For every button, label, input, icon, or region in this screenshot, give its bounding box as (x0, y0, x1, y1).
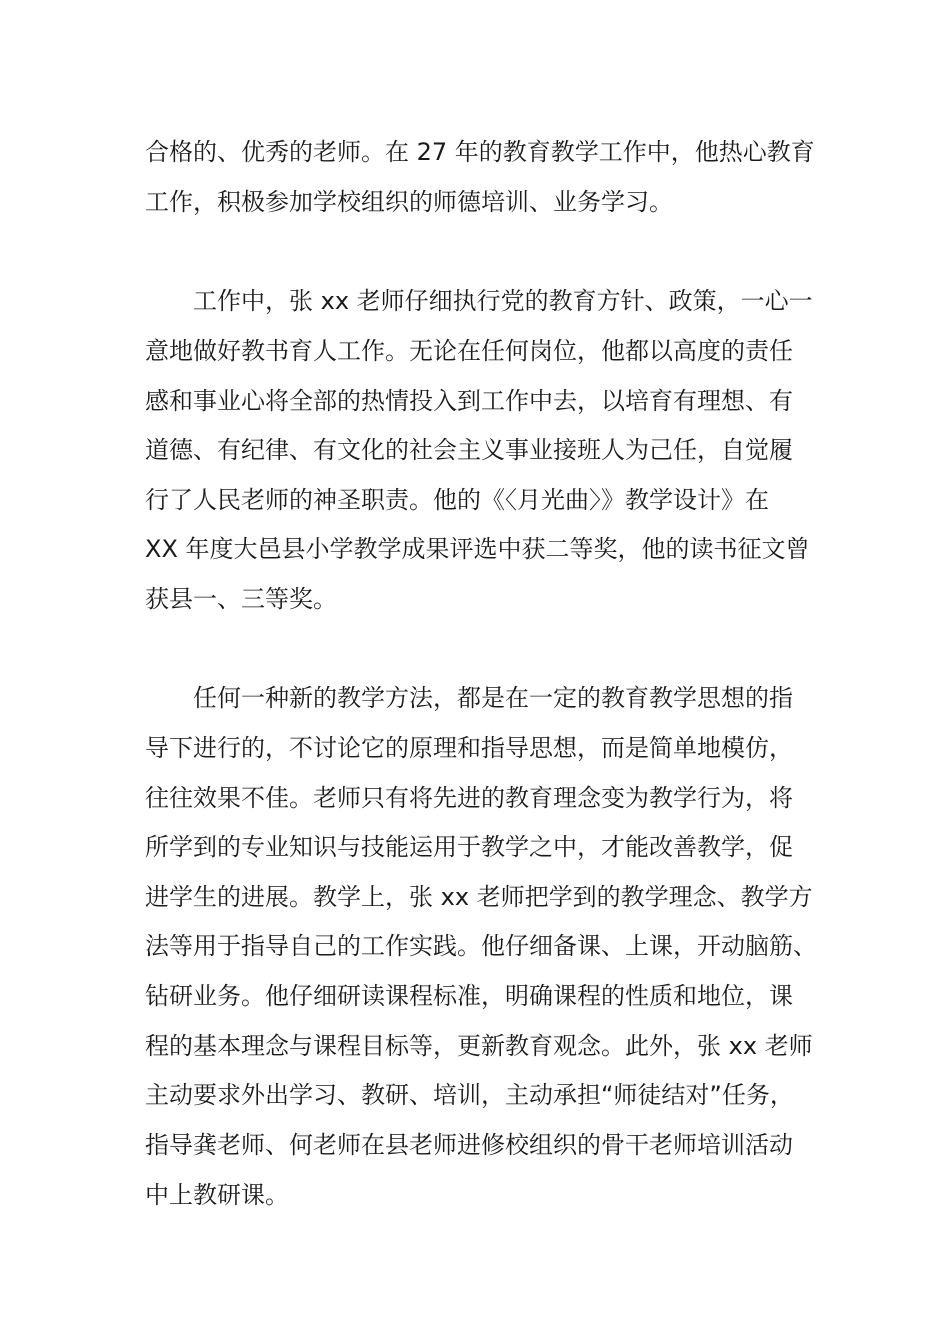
paragraph-1-line-2: 工作，积极参加学校组织的师德培训、业务学习。 (145, 188, 673, 216)
paragraph-3-line-5: 进学生的进展。教学上，张 xx 老师把学到的教学理念、教学方 (145, 883, 813, 911)
paragraph-1-line-1: 合格的、优秀的老师。在 27 年的教育教学工作中，他热心教育 (145, 138, 815, 166)
paragraph-3-line-8: 程的基本理念与课程目标等，更新教育观念。此外，张 xx 老师 (145, 1032, 813, 1060)
paragraph-3-line-3: 往往效果不佳。老师只有将先进的教育理念变为教学行为，将 (145, 784, 793, 812)
paragraph-2-line-1: 工作中，张 xx 老师仔细执行党的教育方针、政策，一心一 (193, 287, 813, 315)
paragraph-3-line-10: 指导龚老师、何老师在县老师进修校组织的骨干老师培训活动 (145, 1131, 793, 1159)
paragraph-3-line-4: 所学到的专业知识与技能运用于教学之中，才能改善教学，促 (145, 833, 793, 861)
paragraph-2-line-7: 获县一、三等奖。 (145, 585, 337, 613)
paragraph-2-line-3: 感和事业心将全部的热情投入到工作中去，以培育有理想、有 (145, 387, 793, 415)
paragraph-2-line-5: 行了人民老师的神圣职责。他的《〈月光曲〉》教学设计》在 (145, 486, 769, 514)
paragraph-3-line-6: 法等用于指导自己的工作实践。他仔细备课、上课，开动脑筋、 (145, 932, 817, 960)
paragraph-3-line-11: 中上教研课。 (145, 1181, 289, 1209)
paragraph-3-line-1: 任何一种新的教学方法，都是在一定的教育教学思想的指 (193, 684, 793, 712)
paragraph-2-line-2: 意地做好教书育人工作。无论在任何岗位，他都以高度的责任 (145, 337, 793, 365)
paragraph-3-line-9: 主动要求外出学习、教研、培训，主动承担“师徒结对”任务， (145, 1081, 794, 1109)
paragraph-2-line-6: XX 年度大邑县小学教学成果评选中获二等奖，他的读书征文曾 (145, 535, 810, 563)
paragraph-3-line-2: 导下进行的，不讨论它的原理和指导思想，而是简单地模仿， (145, 734, 793, 762)
paragraph-2-line-4: 道德、有纪律、有文化的社会主义事业接班人为己任，自觉履 (145, 436, 793, 464)
paragraph-3-line-7: 钻研业务。他仔细研读课程标准，明确课程的性质和地位，课 (145, 982, 793, 1010)
